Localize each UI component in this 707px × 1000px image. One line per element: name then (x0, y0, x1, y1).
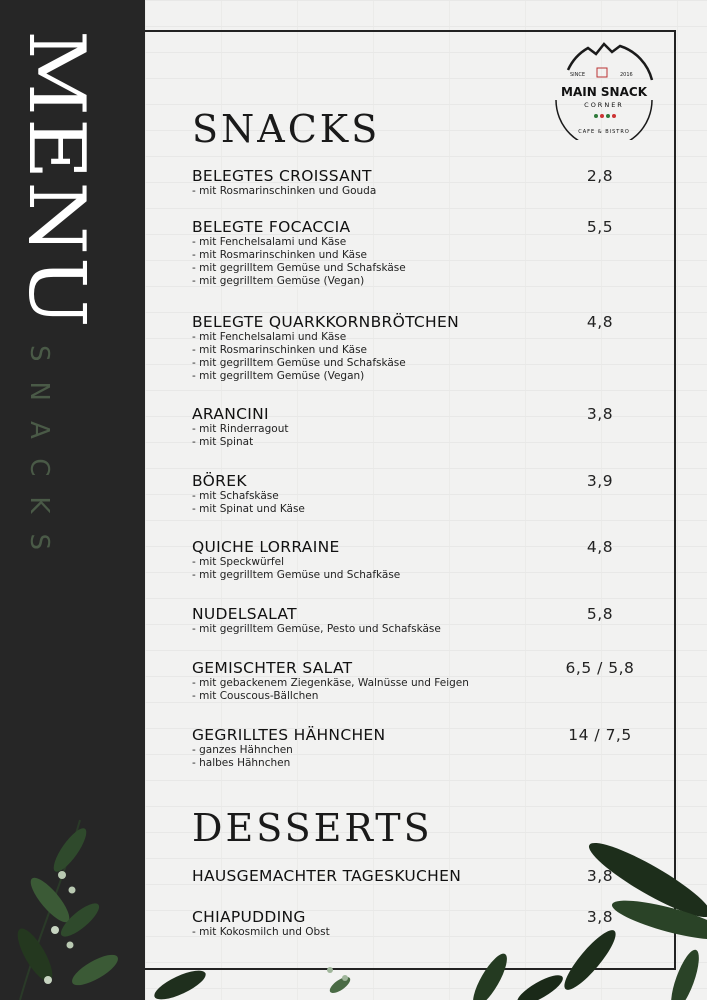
menu-item-price: 3,8 (586, 405, 614, 423)
logo-since: SINCE (570, 72, 586, 78)
logo-badge-icon (548, 40, 660, 140)
menu-item-name: BELEGTES CROISSANT (192, 167, 372, 185)
menu-item-name: BELEGTE QUARKKORNBRÖTCHEN (192, 313, 459, 331)
menu-item-name: GEGRILLTES HÄHNCHEN (192, 726, 386, 744)
menu-item-description: - mit Speckwürfel (192, 556, 285, 568)
menu-item-name: QUICHE LORRAINE (192, 538, 340, 556)
menu-item-name: BÖREK (192, 472, 247, 490)
menu-item-description: - mit gebackenem Ziegenkäse, Walnüsse und Feigen (192, 677, 469, 689)
menu-item-name: HAUSGEMACHTER TAGESKUCHEN (192, 867, 462, 885)
menu-item-price: 3,8 (586, 867, 614, 885)
menu-item-description: - mit Fenchelsalami und Käse (192, 331, 347, 343)
plant-leaves-left-icon (0, 780, 150, 1000)
menu-item-price: 2,8 (586, 167, 614, 185)
plant-leaves-right-icon (400, 840, 707, 1000)
menu-item-price: 3,8 (586, 908, 614, 926)
menu-item-name: BELEGTE FOCACCIA (192, 218, 351, 236)
sidebar-menu-label: MENU (11, 30, 102, 330)
menu-item-description: - mit gegrilltem Gemüse und Schafkäse (192, 569, 401, 581)
menu-item-description: - mit Kokosmilch und Obst (192, 926, 330, 938)
menu-item-description: - mit Rosmarinschinken und Käse (192, 249, 368, 261)
menu-item-description: - mit Spinat und Käse (192, 503, 305, 515)
menu-item-description: - mit gegrilltem Gemüse (Vegan) (192, 370, 365, 382)
menu-item-description: - ganzes Hähnchen (192, 744, 293, 756)
logo-sub: CORNER (584, 101, 624, 109)
menu-item-price: 4,8 (586, 538, 614, 556)
logo-tagline: CAFE & BISTRO (578, 129, 630, 135)
menu-item-description: - mit gegrilltem Gemüse und Schafskäse (192, 262, 406, 274)
menu-item-description: - mit Couscous-Bällchen (192, 690, 319, 702)
menu-item-name: ARANCINI (192, 405, 269, 423)
menu-item-description: - halbes Hähnchen (192, 757, 291, 769)
menu-item-price: 6,5 / 5,8 (565, 659, 635, 677)
plant-leaves-bottom-icon (140, 940, 420, 1000)
menu-item-price: 5,5 (586, 218, 614, 236)
sidebar-section-label: SNACKS (24, 345, 54, 570)
menu-item-description: - mit gegrilltem Gemüse und Schafskäse (192, 357, 406, 369)
menu-item-description: - mit Rosmarinschinken und Käse (192, 344, 368, 356)
menu-item-description: - mit gegrilltem Gemüse (Vegan) (192, 275, 365, 287)
menu-item-description: - mit Schafskäse (192, 490, 279, 502)
menu-item-description: - mit gegrilltem Gemüse, Pesto und Schafskäse (192, 623, 441, 635)
menu-item-price: 5,8 (586, 605, 614, 623)
menu-item-name: GEMISCHTER SALAT (192, 659, 353, 677)
menu-item-description: - mit Spinat (192, 436, 254, 448)
menu-item-price: 3,9 (586, 472, 614, 490)
logo-name: MAIN SNACK (561, 85, 647, 99)
menu-item-name: NUDELSALAT (192, 605, 297, 623)
menu-item-description: - mit Rinderragout (192, 423, 289, 435)
snacks-title: SNACKS (192, 107, 381, 151)
logo-year: 2016 (620, 72, 633, 78)
menu-item-description: - mit Fenchelsalami und Käse (192, 236, 347, 248)
menu-item-price: 14 / 7,5 (568, 726, 632, 744)
menu-item-name: CHIAPUDDING (192, 908, 306, 926)
desserts-title: DESSERTS (192, 806, 433, 850)
menu-item-price: 4,8 (586, 313, 614, 331)
main-snack-corner-logo (548, 40, 660, 140)
menu-item-description: - mit Rosmarinschinken und Gouda (192, 185, 377, 197)
